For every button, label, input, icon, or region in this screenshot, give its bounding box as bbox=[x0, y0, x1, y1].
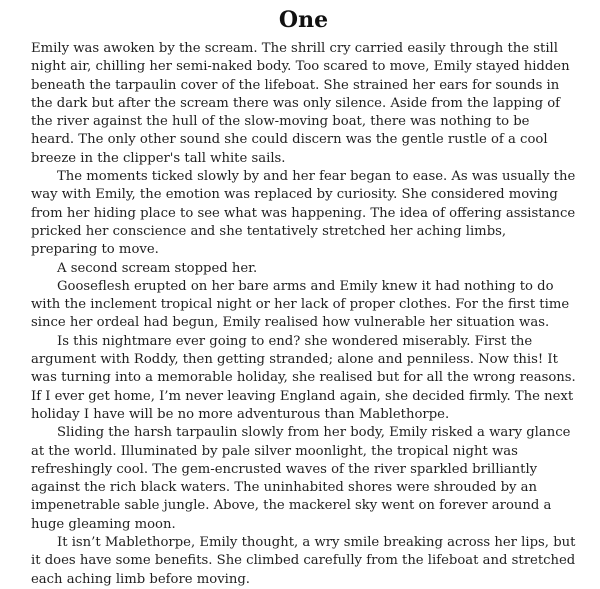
paragraph: Emily was awoken by the scream. The shrill cry carried easily through the still night air, chilling her semi-naked body. Too scared to move, Emily stayed hidden beneath the tarpaulin cover of the lifeboat. She strained her ears for sounds in the dark but after the scream there was only silence. Aside from the lapping of the river against the hull of the slow-moving boat, there was nothing to be heard. The only other sound she could discern was the gentle rustle of a cool breeze in the clipper's tall white sails. bbox=[31, 41, 570, 166]
chapter-body bbox=[31, 40, 576, 589]
paragraph: A second scream stopped her. bbox=[57, 260, 258, 276]
paragraph: Is this nightmare ever going to end? she wondered miserably. First the argument with Roddy, then getting stranded; alone and penniless. Now this! It was turning into a memorable holiday, she realised but for all the wrong reasons. If I ever get home, I’m never leaving England again, she decided firmly. The next holiday I have will be no more adventurous than Mablethorpe. bbox=[31, 333, 576, 422]
paragraph: Sliding the harsh tarpaulin slowly from her body, Emily risked a wary glance at the world. Illuminated by pale silver moonlight, the tropical night was refreshingly cool. The gem-encrusted waves of the river sparkled brilliantly against the rich black waters. The uninhabited shores were shrouded by an impenetrable sable jungle. Above, the mackerel sky went on forever around a huge gleaming moon. bbox=[31, 425, 571, 532]
paragraph: The moments ticked slowly by and her fear began to ease. As was usually the way with Emily, the emotion was replaced by curiosity. She considered moving from her hiding place to see what was happening. The idea of offering assistance pricked her conscience and she tentatively stretched her aching limbs, preparing to move. bbox=[31, 169, 576, 258]
paragraph: It isn’t Mablethorpe, Emily thought, a wry smile breaking across her lips, but it does have some benefits. She climbed carefully from the lifeboat and stretched each aching limb before moving. bbox=[31, 535, 576, 587]
chapter-title: One bbox=[278, 7, 329, 33]
paragraph: Gooseflesh erupted on her bare arms and Emily knew it had nothing to do with the inclement tropical night or her lack of proper clothes. For the first time since her ordeal had begun, Emily realised how vulnerable her situation was. bbox=[31, 278, 570, 331]
